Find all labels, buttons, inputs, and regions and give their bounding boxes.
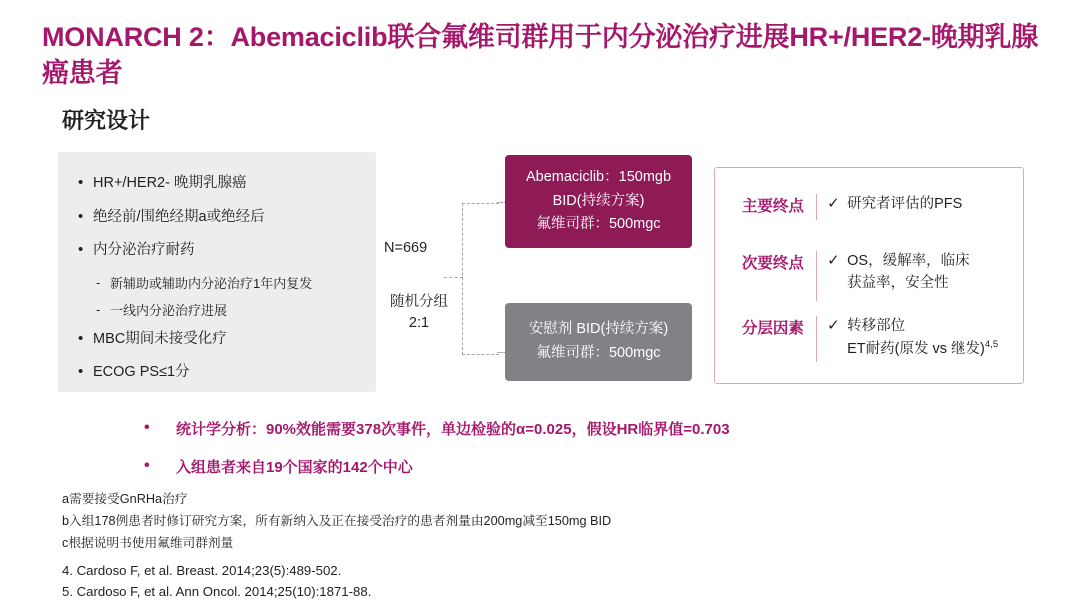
list-item: - 新辅助或辅助内分泌治疗1年内复发 (76, 275, 366, 293)
stat-bullet-2: • 入组患者来自19个国家的142个中心 (130, 458, 1030, 478)
endpoint-row-primary (715, 194, 1023, 220)
placebo-arm-line-2: 氟维司群：500mgc (536, 345, 661, 361)
treatment-arm-line-1: Abemaciclib：150mgb (525, 168, 672, 185)
criteria-list (58, 152, 376, 383)
statistics-bullets (130, 420, 1030, 495)
stratification-text (827, 316, 1023, 362)
footnote-c: c根据说明书使用氟维司群剂量 (62, 535, 234, 550)
primary-endpoint-label: 主要终点 (741, 198, 804, 215)
reference-4: 4. Cardoso F, et al. Breast. 2014;23(5):489-502. (62, 563, 342, 578)
stratification-label: 分层因素 (741, 320, 804, 337)
check-icon: ✓ (827, 317, 840, 334)
stratification-value: 转移部位 ET耐药(原发 vs 继发)$^{4,5}$ (847, 318, 999, 357)
divider (816, 251, 817, 301)
list-item: • HR+/HER2- 晚期乳腺癌 (76, 174, 366, 194)
randomization-label: 随机分组 2:1 (390, 294, 448, 332)
list-item: - 一线内分泌治疗进展 (76, 302, 366, 320)
treatment-arm-line-2: BID(持续方案) (552, 192, 645, 209)
eligibility-criteria-box (58, 152, 376, 392)
list-item: • MBC期间未接受化疗 (76, 330, 366, 350)
check-icon: ✓ (827, 195, 840, 212)
list-item: • ECOG PS≤1分 (76, 363, 366, 383)
treatment-arm-line-3: 氟维司群：500mgc (536, 216, 661, 233)
secondary-endpoint-text (827, 251, 1023, 301)
list-item: • 内分泌治疗耐药 (76, 241, 366, 261)
placebo-arm-box (505, 303, 692, 381)
footnotes (62, 489, 611, 555)
primary-endpoint-text (827, 194, 1023, 220)
section-heading: 研究设计 (62, 108, 151, 133)
secondary-endpoint-value: OS，缓解率，临床 获益率，安全性 (847, 253, 970, 291)
divider (816, 194, 817, 220)
primary-endpoint-value: 研究者评估的PFS (847, 196, 963, 212)
page-title: MONARCH 2：Abemaciclib联合氟维司群用于内分泌治疗进展HR+/HER2-晚期乳腺癌患者 (42, 22, 1039, 88)
stat-bullet-1: • 统计学分析：90%效能需要378次事件，单边检验的α=0.025，假设HR临界值=0.703 (130, 420, 1030, 440)
endpoints-panel (714, 167, 1024, 384)
randomization-bracket (462, 203, 499, 355)
list-item: • 绝经前/围绝经期a或绝经后 (76, 208, 366, 228)
endpoint-row-secondary (715, 251, 1023, 301)
endpoint-row-stratification (715, 316, 1023, 362)
superscript-ref: 4,5 (984, 338, 999, 350)
treatment-arm-box (505, 155, 692, 248)
reference-5: 5. Cardoso F, et al. Ann Oncol. 2014;25(10):1871-88. (62, 583, 372, 599)
footnote-b: b入组178例患者时修订研究方案，所有新纳入及正在接受治疗的患者剂量由200mg减至150mg BID (62, 513, 612, 528)
placebo-arm-line-1: 安慰剂 BID(持续方案) (528, 321, 669, 338)
check-icon: ✓ (827, 252, 840, 269)
footnote-a: a需要接受GnRHa治疗 (62, 492, 188, 506)
connector-stem (444, 277, 463, 278)
divider (816, 316, 817, 362)
references (62, 561, 371, 603)
secondary-endpoint-label: 次要终点 (741, 255, 804, 272)
sample-size-label: N=669 (384, 240, 428, 256)
